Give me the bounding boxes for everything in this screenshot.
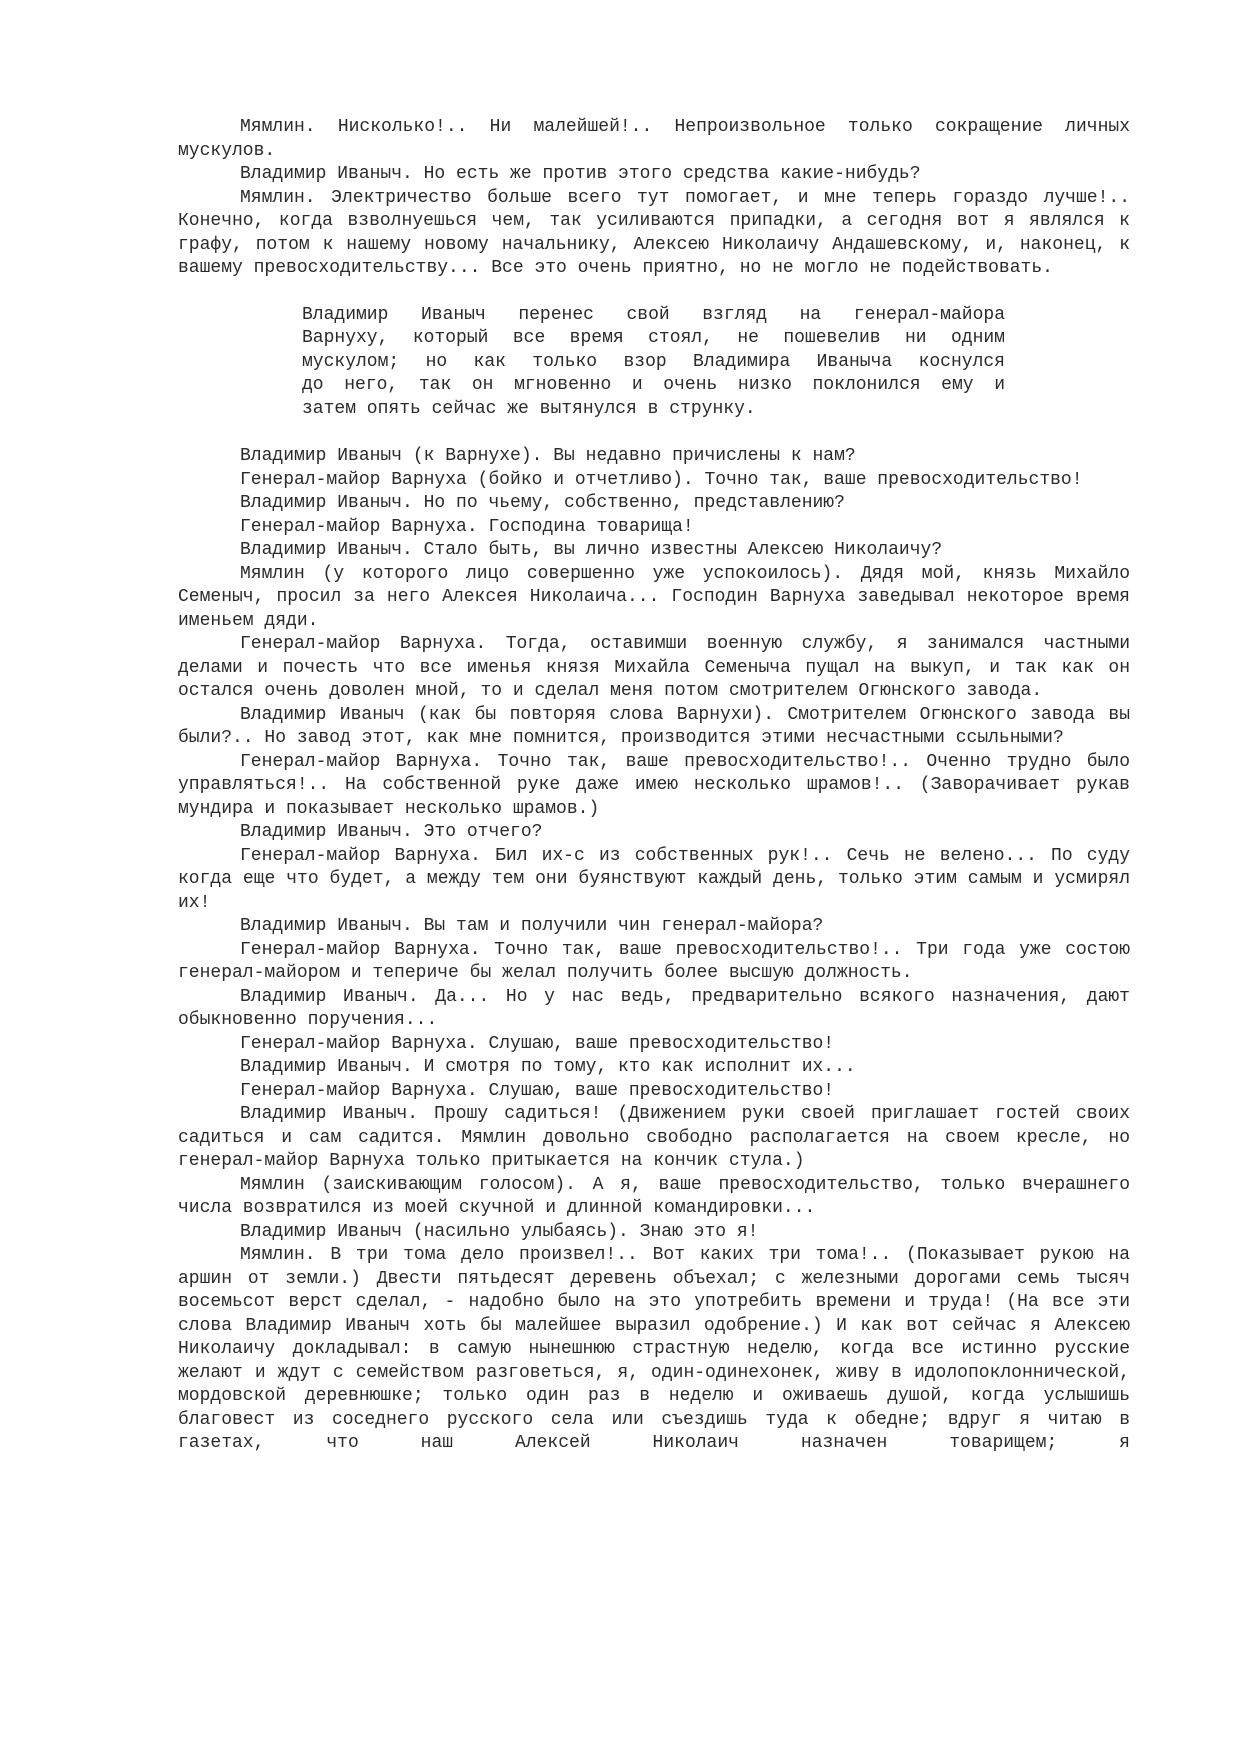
dialogue-paragraph: Мямлин. Нисколько!.. Ни малейшей!.. Непроизвольное только сокращение личных мускулов.	[178, 117, 1130, 161]
dialogue-paragraph: Генерал-майор Варнуха. Бил их-с из собственных рук!.. Сечь не велено... По суду когда еще что будет, а между тем они буянствуют каждый день, только этим самым и усмирял их!	[178, 845, 1130, 913]
dialogue-paragraph: Генерал-майор Варнуха. Господина товарища!	[240, 516, 694, 537]
dialogue-paragraph: Мямлин. Электричество больше всего тут помогает, и мне теперь гораздо лучше!.. Конечно, когда взволнуешься чем, так усиливаются припадки, а сегодня вот я являлся к графу, потом к нашему новому начальнику, Алексею Николаичу Андашевскому, и, наконец, к вашему превосходительству... Все это очень приятно, но не могло не подействовать.	[178, 187, 1130, 278]
dialogue-paragraph: Владимир Иваныч. Да... Но у нас ведь, предварительно всякого назначения, дают обыкновенно поручения...	[178, 986, 1130, 1030]
stage-direction-line: затем опять сейчас же вытянулся в струнку.	[302, 398, 756, 419]
dialogue-paragraph: Генерал-майор Варнуха. Точно так, ваше превосходительство!.. Оченно трудно было управляться!.. На собственной руке даже имею несколько шрамов!.. (Заворачивает рукав мундира и показывает несколько шрамов.)	[178, 751, 1130, 819]
stage-direction-line: Варнуху, который все время стоял, не пошевелив ни одним	[302, 328, 1005, 348]
stage-direction-line: до него, так он мгновенно и очень низко поклонился ему и	[302, 375, 1005, 395]
dialogue-paragraph: Владимир Иваныч. Но по чьему, собственно, представлению?	[240, 493, 845, 513]
dialogue-paragraph: Владимир Иваныч (как бы повторяя слова Варнухи). Смотрителем Огюнского завода вы были?.. Но завод этот, как мне помнится, производится этими несчастными ссыльными?	[178, 704, 1130, 748]
stage-direction-line: мускулом; но как только взор Владимира Иваныча коснулся	[302, 351, 1005, 372]
dialogue-block-top	[178, 116, 1130, 281]
dialogue-block-bottom	[178, 445, 1130, 1456]
dialogue-paragraph: Владимир Иваныч (насильно улыбаясь). Знаю это я!	[240, 1221, 759, 1242]
dialogue-paragraph: Мямлин. В три тома дело произвел!.. Вот каких три тома!.. (Показывает рукою на аршин от земли.) Двести пятьдесят деревень объехал; с железными дорогами семь тысяч восемьсот верст сделал, - надобно было на это употребить времени и труда! (На все эти слова Владимир Иваныч хоть бы малейшее выразил одобрение.) И как вот сейчас я Алексею Николаичу докладывал: в самую нынешнюю страстную неделю, когда все истинно русские желают и ждут с семейством разговеться, я, один-одинехонек, живу в идолопоклоннической, мордовской деревнюшке; только один раз в неделю и оживаешь душой, когда услышишь благовест из соседнего русского села или съездишь туда к обедне; вдруг я читаю в газетах, что наш Алексей Николаич назначен товарищем; я	[178, 1245, 1130, 1453]
dialogue-paragraph: Мямлин (у которого лицо совершенно уже успокоилось). Дядя мой, князь Михайло Семеныч, просил за него Алексея Николаича... Господин Варнуха заведывал некоторое время именьем дяди.	[178, 563, 1130, 631]
dialogue-paragraph: Генерал-майор Варнуха (бойко и отчетливо). Точно так, ваше превосходительство!	[240, 469, 1083, 490]
dialogue-paragraph: Владимир Иваныч. Стало быть, вы лично известны Алексею Николаичу?	[240, 540, 943, 560]
stage-direction	[302, 304, 1005, 422]
dialogue-paragraph: Генерал-майор Варнуха. Тогда, оставимши военную службу, я занимался частными делами и почесть что все именья князя Михайла Семеныча пущал на выкуп, и так как он остался очень доволен мной, то и сделал меня потом смотрителем Огюнского завода.	[178, 634, 1130, 701]
dialogue-paragraph: Генерал-майор Варнуха. Слушаю, ваше превосходительство!	[240, 1080, 835, 1101]
stage-direction-line: Владимир Иваныч перенес свой взгляд на генерал-майора	[302, 304, 1005, 325]
document-page	[178, 116, 1130, 1456]
dialogue-paragraph: Генерал-майор Варнуха. Слушаю, ваше превосходительство!	[240, 1033, 835, 1054]
dialogue-paragraph: Мямлин (заискивающим голосом). А я, ваше превосходительство, только вчерашнего числа возвратился из моей скучной и длинной командировки...	[178, 1174, 1130, 1218]
dialogue-paragraph: Владимир Иваныч (к Варнухе). Вы недавно причислены к нам?	[240, 446, 856, 466]
dialogue-paragraph: Владимир Иваныч. Вы там и получили чин генерал-майора?	[240, 916, 824, 936]
dialogue-paragraph: Владимир Иваныч. И смотря по тому, кто как исполнит их...	[240, 1057, 856, 1077]
dialogue-paragraph: Генерал-майор Варнуха. Точно так, ваше превосходительство!.. Три года уже состою генерал-майором и тепериче бы желал получить более высшую должность.	[178, 939, 1130, 983]
dialogue-paragraph: Владимир Иваныч. Прошу садиться! (Движением руки своей приглашает гостей своих садиться и сам садится. Мямлин довольно свободно располагается на своем кресле, но генерал-майор Варнуха только притыкается на кончик стула.)	[178, 1104, 1130, 1171]
dialogue-paragraph: Владимир Иваныч. Но есть же против этого средства какие-нибудь?	[240, 164, 921, 184]
dialogue-paragraph: Владимир Иваныч. Это отчего?	[240, 822, 543, 842]
